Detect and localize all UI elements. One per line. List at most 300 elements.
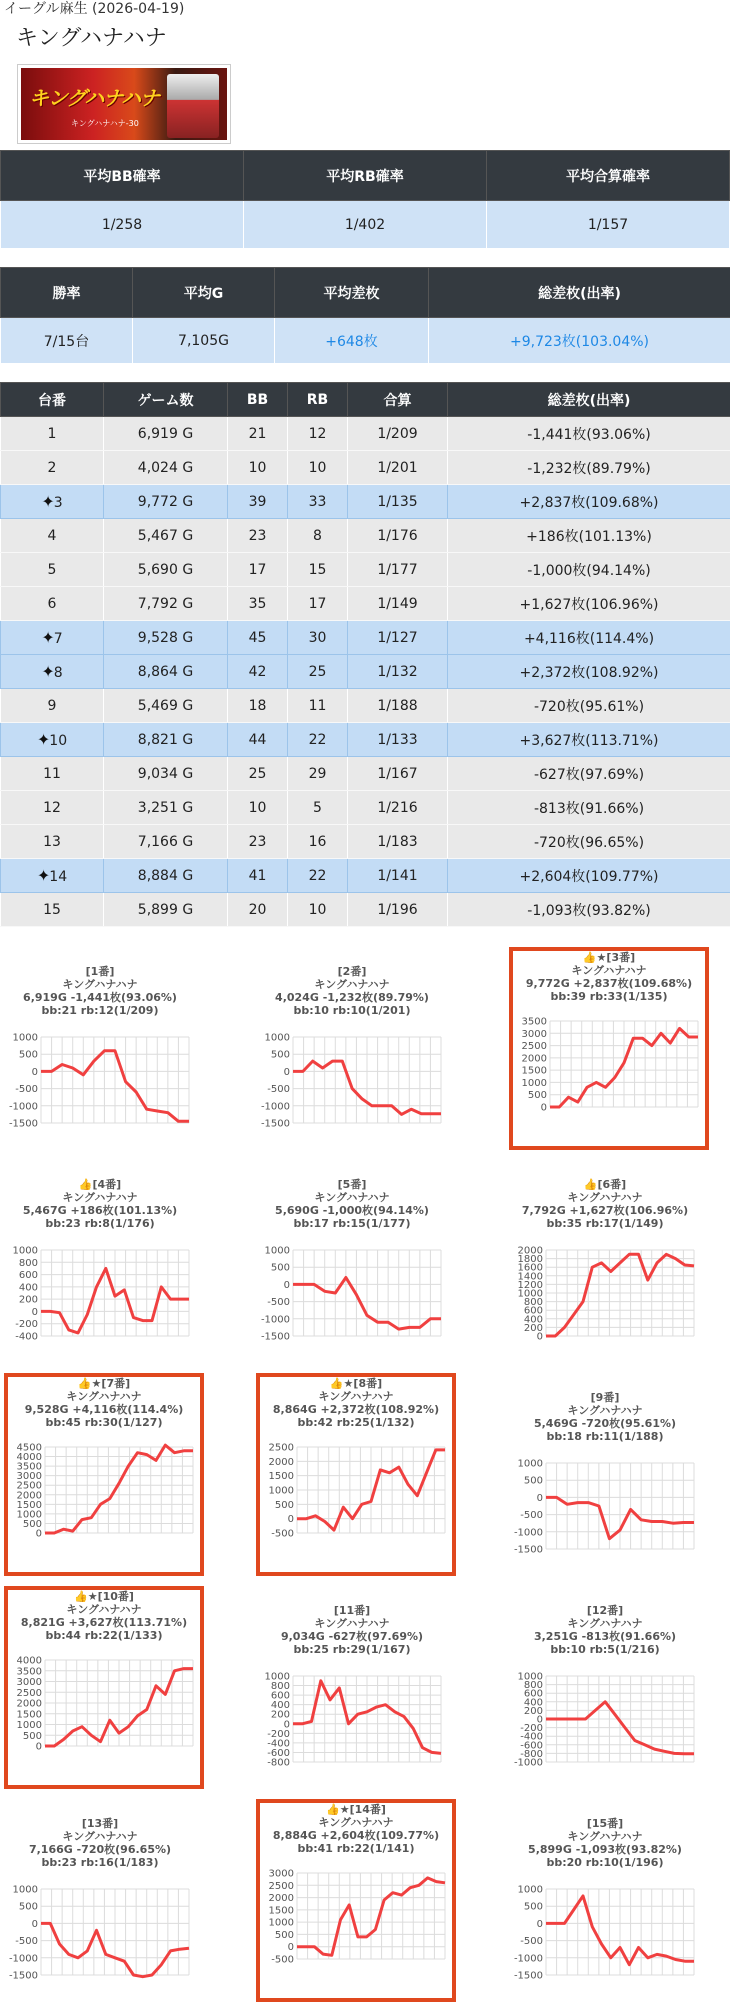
- chart-line4: bb:10 rb:5(1/216): [505, 1643, 705, 1656]
- y-tick-label: 1000: [518, 1459, 543, 1470]
- diff-cell-text: +3,627枚(113.71%): [519, 733, 658, 749]
- y-tick-label: 1000: [265, 1246, 290, 1257]
- chart-line4: bb:21 rb:12(1/209): [0, 1004, 200, 1017]
- diff-cell: [448, 791, 730, 825]
- machine-no-cell-text: 1: [48, 426, 57, 442]
- chart-title: [15番]: [505, 1817, 705, 1830]
- diff-cell-text: +4,116枚(114.4%): [524, 631, 654, 647]
- chart-line4: bb:17 rb:15(1/177): [252, 1217, 452, 1230]
- y-tick-label: 500: [275, 1500, 294, 1511]
- banner-image: [21, 68, 227, 140]
- games-cell: [104, 553, 228, 587]
- games-cell: [104, 519, 228, 553]
- y-tick-label: -1000: [514, 1758, 543, 1769]
- y-tick-label: -1500: [261, 1332, 290, 1343]
- games-cell: [104, 723, 228, 757]
- combined-cell: [348, 553, 448, 587]
- rb-cell-text: 8: [313, 528, 322, 544]
- y-tick-label: 3500: [17, 1666, 42, 1677]
- chart-line2: キングハナハナ: [260, 1390, 452, 1403]
- games-cell-text: 8,864 G: [138, 664, 193, 680]
- rb-cell: [288, 825, 348, 859]
- y-tick-label: 2500: [269, 1881, 294, 1892]
- chart-line2: キングハナハナ: [252, 978, 452, 991]
- diff-cell-text: +186枚(101.13%): [526, 529, 652, 545]
- y-tick-label: -500: [520, 1936, 543, 1947]
- combined-cell: [348, 893, 448, 927]
- diff-cell-text: -1,000枚(94.14%): [527, 563, 650, 579]
- games-cell: [104, 791, 228, 825]
- header-avg-games: 平均G: [133, 268, 275, 318]
- chart-line3: 9,034G -627枚(97.69%): [252, 1630, 452, 1643]
- machine-results-table: [0, 382, 730, 927]
- machine-chart-card: [0, 1797, 200, 2000]
- machine-no-cell: [1, 825, 104, 859]
- table-row: [1, 485, 730, 519]
- chart-line4: bb:18 rb:11(1/188): [505, 1430, 705, 1443]
- y-tick-label: -1000: [514, 1527, 543, 1538]
- table-row: [1, 689, 730, 723]
- value-avg-rb: 1/402: [244, 201, 487, 249]
- y-tick-label: 0: [288, 1514, 294, 1525]
- diff-cell-text: -1,441枚(93.06%): [527, 427, 650, 443]
- games-cell: [104, 417, 228, 451]
- bb-cell: [228, 689, 288, 723]
- machine-no-cell-text: 8: [54, 665, 63, 681]
- chart-plot: [510, 1240, 700, 1350]
- diff-cell: [448, 655, 730, 689]
- diff-cell-text: -720枚(96.65%): [534, 835, 644, 851]
- machine-no-cell-text: 6: [48, 596, 57, 612]
- chart-title: [5番]: [252, 1178, 452, 1191]
- chart-title: [12番]: [505, 1604, 705, 1617]
- combined-cell-text: 1/132: [377, 664, 417, 680]
- diff-cell: [448, 893, 730, 927]
- y-tick-label: 2000: [17, 1699, 42, 1710]
- chart-line3: 7,166G -720枚(96.65%): [0, 1843, 200, 1856]
- diff-cell: [448, 485, 730, 519]
- chart-line4: bb:39 rb:33(1/135): [513, 990, 705, 1003]
- bb-cell: [228, 451, 288, 485]
- machine-banner: [17, 64, 231, 144]
- chart-line3: 5,467G +186枚(101.13%): [0, 1204, 200, 1217]
- combined-cell-text: 1/183: [377, 834, 417, 850]
- bb-cell-text: 42: [249, 664, 267, 680]
- bb-cell-text: 10: [249, 460, 267, 476]
- games-cell-text: 5,690 G: [138, 562, 193, 578]
- chart-line2: キングハナハナ: [505, 1830, 705, 1843]
- combined-cell-text: 1/141: [377, 868, 417, 884]
- y-tick-label: 500: [524, 1476, 543, 1487]
- rb-cell-text: 22: [309, 868, 327, 884]
- combined-cell: [348, 519, 448, 553]
- y-tick-label: 1000: [13, 1885, 38, 1896]
- rb-cell-text: 11: [309, 698, 327, 714]
- chart-line3: 5,899G -1,093枚(93.82%): [505, 1843, 705, 1856]
- machine-chart-card: [252, 945, 452, 1148]
- machine-no-cell-text: 15: [43, 902, 61, 918]
- chart-line4: bb:35 rb:17(1/149): [505, 1217, 705, 1230]
- machine-chart-card: [4, 1373, 204, 1576]
- diff-cell: [448, 825, 730, 859]
- y-tick-label: -1000: [514, 1953, 543, 1964]
- bb-cell-text: 45: [249, 630, 267, 646]
- y-tick-label: 600: [524, 1689, 543, 1700]
- machine-no-cell: [1, 893, 104, 927]
- machine-chart-card: [505, 1797, 705, 2000]
- table-row: [1, 893, 730, 927]
- y-tick-label: 1000: [518, 1885, 543, 1896]
- bb-cell-text: 39: [249, 494, 267, 510]
- games-cell: [104, 893, 228, 927]
- chart-title: [1番]: [0, 965, 200, 978]
- chart-line2: キングハナハナ: [252, 1617, 452, 1630]
- rb-cell-text: 25: [309, 664, 327, 680]
- y-tick-label: 2000: [269, 1457, 294, 1468]
- y-tick-label: -800: [520, 1749, 543, 1760]
- header-avg-bb: 平均BB確率: [1, 151, 244, 201]
- y-tick-label: 1500: [17, 1709, 42, 1720]
- header-combined: 合算: [348, 383, 448, 417]
- table-row: [1, 519, 730, 553]
- machine-chart-card: [256, 1799, 456, 2002]
- combined-cell-text: 1/209: [377, 426, 417, 442]
- games-cell: [104, 621, 228, 655]
- machine-no-cell-text: 7: [54, 631, 63, 647]
- bb-cell: [228, 655, 288, 689]
- chart-line3: 9,528G +4,116枚(114.4%): [8, 1403, 200, 1416]
- y-tick-label: -500: [271, 1955, 294, 1966]
- y-tick-label: -200: [15, 1319, 38, 1330]
- rb-cell-text: 10: [309, 902, 327, 918]
- machine-chart-card: [505, 1584, 705, 1787]
- y-tick-label: -1500: [514, 1971, 543, 1982]
- combined-cell-text: 1/167: [377, 766, 417, 782]
- machine-no-cell-text: 2: [48, 460, 57, 476]
- chart-title: [2番]: [252, 965, 452, 978]
- rb-cell-text: 15: [309, 562, 327, 578]
- header-machine-no: 台番: [1, 383, 104, 417]
- sparkle-icon: ✦: [41, 628, 54, 647]
- games-cell-text: 8,884 G: [138, 868, 193, 884]
- combined-cell-text: 1/149: [377, 596, 417, 612]
- chart-line4: bb:42 rb:25(1/132): [260, 1416, 452, 1429]
- machine-no-cell: [1, 689, 104, 723]
- games-cell-text: 8,821 G: [138, 732, 193, 748]
- y-tick-label: 500: [275, 1930, 294, 1941]
- games-cell-text: 5,899 G: [138, 902, 193, 918]
- y-tick-label: -1500: [9, 1971, 38, 1982]
- games-cell: [104, 587, 228, 621]
- bb-cell: [228, 893, 288, 927]
- bb-cell-text: 25: [249, 766, 267, 782]
- y-tick-label: 0: [537, 1332, 543, 1343]
- header-avg-rb: 平均RB確率: [244, 151, 487, 201]
- y-tick-label: 1500: [269, 1471, 294, 1482]
- games-cell-text: 9,772 G: [138, 494, 193, 510]
- chart-line2: キングハナハナ: [252, 1191, 452, 1204]
- rb-cell-text: 17: [309, 596, 327, 612]
- header-diff: 総差枚(出率): [448, 383, 730, 417]
- y-tick-label: 0: [36, 1742, 42, 1753]
- y-tick-label: 2500: [17, 1688, 42, 1699]
- chart-line4: bb:23 rb:8(1/176): [0, 1217, 200, 1230]
- games-cell-text: 5,469 G: [138, 698, 193, 714]
- y-tick-label: -1500: [9, 1119, 38, 1130]
- diff-cell-text: -813枚(91.66%): [534, 801, 644, 817]
- bb-cell: [228, 825, 288, 859]
- games-cell-text: 7,166 G: [138, 834, 193, 850]
- machine-no-cell: [1, 587, 104, 621]
- value-avg-bb: 1/258: [1, 201, 244, 249]
- games-cell-text: 3,251 G: [138, 800, 193, 816]
- y-tick-label: 600: [271, 1691, 290, 1702]
- bb-cell-text: 23: [249, 528, 267, 544]
- machine-no-cell-text: 11: [43, 766, 61, 782]
- sparkle-icon: ✦: [37, 730, 50, 749]
- chart-line2: キングハナハナ: [513, 964, 705, 977]
- machine-no-cell-text: 12: [43, 800, 61, 816]
- chart-line4: bb:25 rb:29(1/167): [252, 1643, 452, 1656]
- chart-line3: 9,772G +2,837枚(109.68%): [513, 977, 705, 990]
- diff-cell: [448, 553, 730, 587]
- y-tick-label: 1400: [518, 1271, 543, 1282]
- combined-cell-text: 1/196: [377, 902, 417, 918]
- y-tick-label: 0: [32, 1307, 38, 1318]
- combined-cell-text: 1/201: [377, 460, 417, 476]
- chart-line3: 8,821G +3,627枚(113.71%): [8, 1616, 200, 1629]
- machine-chart-card: [252, 1158, 452, 1361]
- y-tick-label: 1600: [518, 1263, 543, 1274]
- rb-cell: [288, 587, 348, 621]
- games-cell: [104, 485, 228, 519]
- sparkle-icon: ✦: [37, 866, 50, 885]
- games-cell: [104, 859, 228, 893]
- value-win-rate: 7/15台: [1, 318, 133, 364]
- rb-cell-text: 33: [309, 494, 327, 510]
- diff-cell: [448, 689, 730, 723]
- table-row: [1, 417, 730, 451]
- rb-cell-text: 12: [309, 426, 327, 442]
- y-tick-label: 800: [524, 1680, 543, 1691]
- bb-cell-text: 44: [249, 732, 267, 748]
- bb-cell-text: 23: [249, 834, 267, 850]
- machine-no-cell-text: 14: [49, 869, 67, 885]
- rb-cell: [288, 859, 348, 893]
- machine-no-cell: [1, 723, 104, 757]
- chart-line2: キングハナハナ: [0, 1191, 200, 1204]
- chart-title: 👍★[7番]: [8, 1377, 200, 1390]
- chart-plot: [261, 1863, 451, 1973]
- games-cell-text: 5,467 G: [138, 528, 193, 544]
- banner-logo-text: キングハナハナ: [29, 82, 159, 111]
- chart-line4: bb:44 rb:22(1/133): [8, 1629, 200, 1642]
- y-tick-label: 4500: [17, 1443, 42, 1454]
- rb-cell-text: 22: [309, 732, 327, 748]
- bb-cell: [228, 485, 288, 519]
- y-tick-label: 1000: [522, 1078, 547, 1089]
- y-tick-label: 200: [19, 1295, 38, 1306]
- value-total-diff: +9,723枚(103.04%): [429, 318, 730, 364]
- chart-plot: [510, 1879, 700, 1989]
- combined-cell: [348, 655, 448, 689]
- y-tick-label: 1000: [17, 1509, 42, 1520]
- chart-title: 👍★[8番]: [260, 1377, 452, 1390]
- y-tick-label: 800: [271, 1681, 290, 1692]
- y-tick-label: 0: [537, 1493, 543, 1504]
- chart-line3: 5,469G -720枚(95.61%): [505, 1417, 705, 1430]
- machine-chart-card: [0, 1158, 200, 1361]
- y-tick-label: 1000: [265, 1033, 290, 1044]
- diff-cell-text: +2,604枚(109.77%): [519, 869, 658, 885]
- games-cell-text: 9,034 G: [138, 766, 193, 782]
- diff-cell-text: +2,372枚(108.92%): [519, 665, 658, 681]
- y-tick-label: -1000: [261, 1101, 290, 1112]
- bb-cell: [228, 553, 288, 587]
- machine-no-cell-text: 5: [48, 562, 57, 578]
- y-tick-label: 0: [537, 1715, 543, 1726]
- combined-cell-text: 1/188: [377, 698, 417, 714]
- machine-no-cell: [1, 417, 104, 451]
- y-tick-label: 1000: [518, 1289, 543, 1300]
- y-tick-label: -1000: [261, 1314, 290, 1325]
- diff-cell: [448, 621, 730, 655]
- y-tick-label: -600: [520, 1740, 543, 1751]
- y-tick-label: 2000: [522, 1053, 547, 1064]
- chart-line4: bb:45 rb:30(1/127): [8, 1416, 200, 1429]
- y-tick-label: 400: [524, 1314, 543, 1325]
- rb-cell-text: 5: [313, 800, 322, 816]
- y-tick-label: 1500: [522, 1066, 547, 1077]
- rb-cell: [288, 689, 348, 723]
- machine-no-cell: [1, 519, 104, 553]
- chart-line4: bb:10 rb:10(1/201): [252, 1004, 452, 1017]
- y-tick-label: 0: [36, 1529, 42, 1540]
- y-tick-label: -500: [520, 1510, 543, 1521]
- rb-cell-text: 10: [309, 460, 327, 476]
- combined-cell-text: 1/216: [377, 800, 417, 816]
- y-tick-label: 500: [19, 1050, 38, 1061]
- chart-plot: [510, 1453, 700, 1563]
- chart-line2: キングハナハナ: [505, 1191, 705, 1204]
- value-avg-diff: +648枚: [275, 318, 429, 364]
- y-tick-label: -1000: [9, 1101, 38, 1112]
- y-tick-label: 500: [271, 1050, 290, 1061]
- table-row: [1, 621, 730, 655]
- y-tick-label: 1500: [17, 1500, 42, 1511]
- machine-no-cell-text: 3: [54, 495, 63, 511]
- bb-cell: [228, 621, 288, 655]
- chart-line2: キングハナハナ: [8, 1390, 200, 1403]
- combined-cell: [348, 689, 448, 723]
- machine-no-cell: [1, 859, 104, 893]
- chart-plot: [510, 1666, 700, 1776]
- machine-no-cell-text: 9: [48, 698, 57, 714]
- y-tick-label: 3000: [522, 1029, 547, 1040]
- y-tick-label: 2000: [269, 1893, 294, 1904]
- chart-line3: 5,690G -1,000枚(94.14%): [252, 1204, 452, 1217]
- machine-no-cell: [1, 655, 104, 689]
- y-tick-label: 500: [528, 1090, 547, 1101]
- combined-cell: [348, 791, 448, 825]
- y-tick-label: 1000: [17, 1720, 42, 1731]
- machine-chart-card: [0, 945, 200, 1148]
- games-cell-text: 4,024 G: [138, 460, 193, 476]
- header-rb: RB: [288, 383, 348, 417]
- header-bb: BB: [228, 383, 288, 417]
- y-tick-label: -800: [267, 1758, 290, 1769]
- y-tick-label: 1000: [269, 1486, 294, 1497]
- y-tick-label: 4000: [17, 1656, 42, 1667]
- bb-cell-text: 18: [249, 698, 267, 714]
- chart-line3: 8,864G +2,372枚(108.92%): [260, 1403, 452, 1416]
- machine-chart-card: [505, 1371, 705, 1574]
- table-row: [1, 553, 730, 587]
- y-tick-label: 3500: [17, 1462, 42, 1473]
- chart-line2: キングハナハナ: [505, 1404, 705, 1417]
- y-tick-label: 500: [271, 1263, 290, 1274]
- chart-line3: 4,024G -1,232枚(89.79%): [252, 991, 452, 1004]
- y-tick-label: 2500: [17, 1481, 42, 1492]
- chart-title: [11番]: [252, 1604, 452, 1617]
- rb-cell: [288, 451, 348, 485]
- chart-line3: 7,792G +1,627枚(106.96%): [505, 1204, 705, 1217]
- y-tick-label: -400: [267, 1738, 290, 1749]
- y-tick-label: 0: [541, 1103, 547, 1114]
- y-tick-label: 1000: [265, 1672, 290, 1683]
- y-tick-label: -400: [520, 1732, 543, 1743]
- bb-cell-text: 10: [249, 800, 267, 816]
- combined-cell-text: 1/133: [377, 732, 417, 748]
- games-cell: [104, 825, 228, 859]
- combined-cell: [348, 451, 448, 485]
- y-tick-label: -500: [267, 1084, 290, 1095]
- sparkle-icon: ✦: [41, 662, 54, 681]
- y-tick-label: -200: [520, 1723, 543, 1734]
- table-row: [1, 757, 730, 791]
- y-tick-label: 1000: [269, 1918, 294, 1929]
- rb-cell: [288, 417, 348, 451]
- y-tick-label: 1800: [518, 1254, 543, 1265]
- y-tick-label: 2000: [518, 1246, 543, 1257]
- chart-line3: 3,251G -813枚(91.66%): [505, 1630, 705, 1643]
- chart-plot: [257, 1240, 447, 1350]
- chart-line2: キングハナハナ: [8, 1603, 200, 1616]
- chart-plot: [257, 1666, 447, 1776]
- chart-plot: [514, 1011, 704, 1121]
- y-tick-label: 500: [23, 1519, 42, 1530]
- y-tick-label: 2000: [17, 1490, 42, 1501]
- bb-cell: [228, 519, 288, 553]
- header-games: ゲーム数: [104, 383, 228, 417]
- y-tick-label: 1500: [269, 1905, 294, 1916]
- machine-no-cell: [1, 757, 104, 791]
- y-tick-label: -400: [15, 1332, 38, 1343]
- diff-cell-text: -1,093枚(93.82%): [527, 903, 650, 919]
- value-avg-total: 1/157: [487, 201, 730, 249]
- table-row: [1, 859, 730, 893]
- machine-chart-card: [252, 1584, 452, 1787]
- y-tick-label: 600: [524, 1306, 543, 1317]
- y-tick-label: 1000: [518, 1672, 543, 1683]
- y-tick-label: 3000: [269, 1869, 294, 1880]
- games-cell-text: 7,792 G: [138, 596, 193, 612]
- machine-no-cell: [1, 553, 104, 587]
- table-row: [1, 791, 730, 825]
- bb-cell-text: 21: [249, 426, 267, 442]
- y-tick-label: 800: [19, 1258, 38, 1269]
- machine-chart-card: [4, 1586, 204, 1789]
